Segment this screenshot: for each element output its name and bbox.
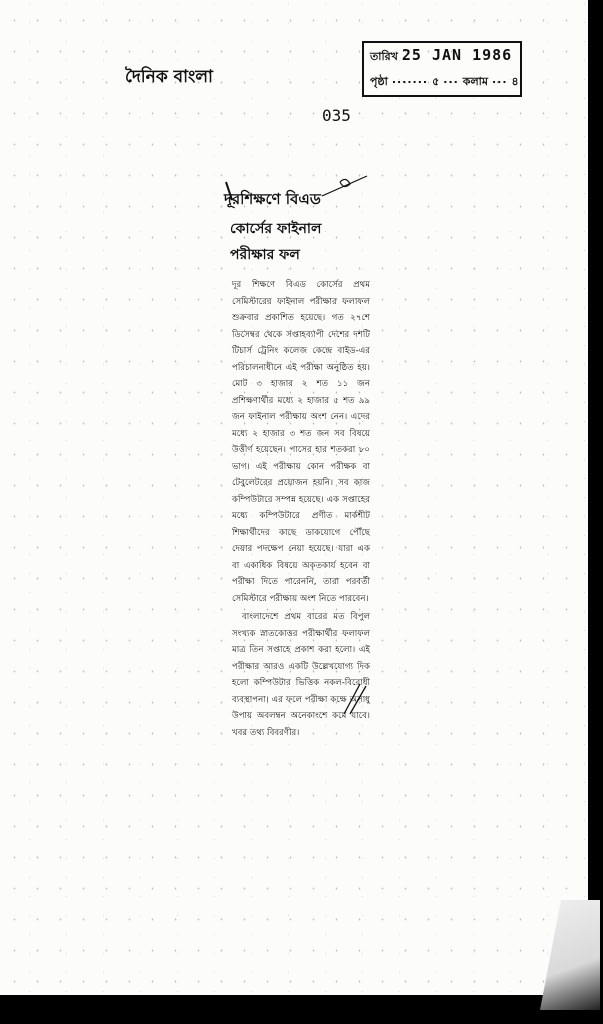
headline-line-1: দূরশিক্ষণে বিএড [224, 190, 321, 208]
headline-line-3: পরীক্ষার ফল [230, 247, 300, 263]
page-value: ৫ [432, 75, 440, 88]
page-label: পৃষ্ঠা [370, 75, 388, 88]
double-slash-mark-icon [340, 680, 370, 716]
headline-line-2: কোর্সের ফাইনাল [230, 221, 322, 237]
article-paragraph-1: দূর শিক্ষণে বিএড কোর্সের প্রথম সেমিস্টারের ফাইনাল পরীক্ষার ফলাফল শুক্রবার প্রকাশিত হয়েছে। গত ২৭শে ডিসেম্বর থেকে সপ্তাহব্যাপী দেশের দশটি টিচার্স ট্রেনিং কলেজ কেন্দ্রে বাইড-এর পরিচালনাধীনে এই পরীক্ষা অনুষ্ঠিত হয়। মোট ৩ হাজার ২ শত ১১ জন প্রশিক্ষণার্থীর মধ্যে ২ হাজার ৫ শত ৯৯ জন ফাইনাল পরীক্ষায় অংশ নেন। এদের মধ্যে ২ হাজার ৩ শত জন সব বিষয়ে উত্তীর্ণ হয়েছেন। পাসের হার শতকরা ৮০ ভাগ। এই পরীক্ষায় কোন পরীক্ষক বা টেবুলেটরের প্রয়োজন হয়নি। সব কাজ কম্পিউটারে সম্পন্ন হয়েছে। এক সপ্তাহের মধ্যে কম্পিউটারে প্রণীত মার্কশীট শিক্ষার্থীদের কাছে ডাকযোগে পৌঁছে দেয়ার পদক্ষেপ নেয়া হয়েছে। যারা এক বা একাধিক বিষয়ে অকৃতকার্য হবেন বা পরীক্ষা দিতে পারেননি, তারা পরবর্তী সেমিস্টারে পরীক্ষায় অংশ নিতে পারবেন। [232, 280, 370, 604]
news-clipping [220, 180, 370, 738]
dots: ... [491, 73, 508, 86]
newspaper-name: দৈনিক বাংলা [125, 67, 213, 87]
page-number: 035 [322, 106, 351, 125]
dots: ....... [391, 73, 429, 86]
article-body [232, 277, 370, 741]
article-paragraph-2: বাংলাদেশে প্রথম বারের মত বিপুল সংখ্যক স্নাতকোত্তর পরীক্ষার্থীর ফলাফল মাত্র তিন সপ্তাহে প্রকাশ করা হলো। এই পরীক্ষার আরও একটি উল্লেখযোগ্য দিক হলো কম্পিউটার ভিত্তিক নকল-বিরোধী ব্যবস্থাপনা। এর ফলে পরীক্ষা কক্ষে অসাধু উপায় অবলম্বন অনেকাংশে কমে যাবে। খবর তথ্য বিবরণীর। [232, 612, 370, 738]
stamp-date: 25 JAN 1986 [401, 46, 513, 64]
date-stamp [362, 41, 522, 97]
column-label: কলাম [462, 75, 488, 88]
date-label: তারিখ [370, 50, 398, 63]
column-value: ৪ [511, 75, 519, 88]
dots: ... [443, 73, 459, 86]
scan-edge [588, 0, 603, 1024]
